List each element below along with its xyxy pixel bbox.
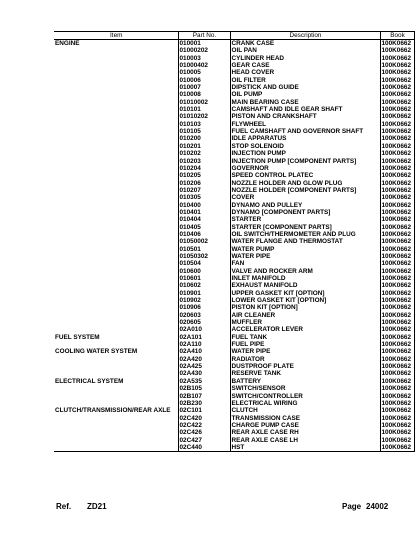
book-cell: 100K0662 (380, 69, 414, 76)
item-cell (54, 393, 178, 400)
book-cell: 100K0662 (380, 165, 414, 172)
table-row (54, 113, 414, 120)
item-cell (54, 253, 178, 260)
description-cell: TRANSMISSION CASE (230, 415, 380, 422)
description-cell: CLUTCH (230, 407, 380, 414)
item-cell (54, 180, 178, 187)
table-row (54, 444, 414, 452)
book-cell: 100K0662 (380, 319, 414, 326)
item-cell: ELECTRICAL SYSTEM (54, 378, 178, 385)
description-cell: BATTERY (230, 378, 380, 385)
description-cell: AIR CLEANER (230, 312, 380, 319)
item-cell (54, 194, 178, 201)
description-cell: ELECTRICAL WIRING (230, 400, 380, 407)
part-no-cell: 010003 (178, 55, 230, 62)
part-no-cell: 010305 (178, 194, 230, 201)
part-no-cell: 01010002 (178, 99, 230, 106)
item-cell (54, 172, 178, 179)
description-cell: OIL PAN (230, 47, 380, 54)
table-row (54, 370, 414, 377)
description-cell: FLYWHEEL (230, 121, 380, 128)
table-row (54, 194, 414, 201)
description-cell: PISTON AND CRANKSHAFT (230, 113, 380, 120)
table-row (54, 84, 414, 91)
description-cell: NOZZLE HOLDER [COMPONENT PARTS] (230, 187, 380, 194)
table-row (54, 55, 414, 62)
item-cell (54, 99, 178, 106)
book-cell: 100K0662 (380, 444, 414, 452)
book-cell: 100K0662 (380, 121, 414, 128)
part-no-cell: 01000402 (178, 62, 230, 69)
item-cell (54, 370, 178, 377)
part-no-cell: 010202 (178, 150, 230, 157)
item-cell (54, 400, 178, 407)
book-cell: 100K0662 (380, 393, 414, 400)
table-row (54, 224, 414, 231)
book-cell: 100K0662 (380, 62, 414, 69)
description-cell: REAR AXLE CASE RH (230, 429, 380, 436)
table-row (54, 158, 414, 165)
item-cell (54, 282, 178, 289)
part-no-cell: 010203 (178, 158, 230, 165)
book-cell: 100K0662 (380, 158, 414, 165)
item-cell (54, 422, 178, 429)
book-cell: 100K0662 (380, 268, 414, 275)
item-cell (54, 113, 178, 120)
item-cell (54, 326, 178, 333)
table-row (54, 91, 414, 98)
table-row (54, 69, 414, 76)
part-no-cell: 010601 (178, 275, 230, 282)
description-cell: FUEL TANK (230, 334, 380, 341)
book-cell: 100K0662 (380, 334, 414, 341)
item-cell (54, 62, 178, 69)
book-cell: 100K0662 (380, 113, 414, 120)
table-row (54, 47, 414, 54)
table-row (54, 121, 414, 128)
page-label: Page (342, 502, 362, 511)
description-cell: PISTON KIT [OPTION] (230, 304, 380, 311)
book-cell: 100K0662 (380, 385, 414, 392)
part-no-cell: 010207 (178, 187, 230, 194)
part-no-cell: 02C422 (178, 422, 230, 429)
book-cell: 100K0662 (380, 260, 414, 267)
table-row (54, 268, 414, 275)
part-no-cell: 02B107 (178, 393, 230, 400)
item-cell: COOLING WATER SYSTEM (54, 348, 178, 355)
parts-index-table (54, 31, 415, 452)
description-cell: RADIATOR (230, 356, 380, 363)
book-cell: 100K0662 (380, 297, 414, 304)
book-cell: 100K0662 (380, 180, 414, 187)
item-cell (54, 231, 178, 238)
table-row (54, 40, 414, 48)
table-row (54, 246, 414, 253)
book-cell: 100K0662 (380, 290, 414, 297)
ref-code: ZD21 (87, 502, 107, 511)
table-row (54, 348, 414, 355)
item-cell (54, 363, 178, 370)
table-body (54, 40, 414, 452)
item-cell (54, 312, 178, 319)
table-row (54, 334, 414, 341)
book-cell: 100K0662 (380, 135, 414, 142)
book-cell: 100K0662 (380, 326, 414, 333)
item-cell (54, 69, 178, 76)
description-cell: DYNAMO [COMPONENT PARTS] (230, 209, 380, 216)
item-cell (54, 77, 178, 84)
table-row (54, 209, 414, 216)
table-row (54, 393, 414, 400)
header-item: Item (54, 32, 178, 40)
book-cell: 100K0662 (380, 55, 414, 62)
table-row (54, 290, 414, 297)
item-cell (54, 106, 178, 113)
description-cell: MAIN BEARING CASE (230, 99, 380, 106)
description-cell: CAMSHAFT AND IDLE GEAR SHAFT (230, 106, 380, 113)
part-no-cell: 010204 (178, 165, 230, 172)
item-cell (54, 356, 178, 363)
book-cell: 100K0662 (380, 128, 414, 135)
table-row (54, 202, 414, 209)
part-no-cell: 010400 (178, 202, 230, 209)
parts-index-sheet (54, 31, 415, 452)
book-cell: 100K0662 (380, 407, 414, 414)
part-no-cell: 010008 (178, 91, 230, 98)
item-cell (54, 47, 178, 54)
description-cell: STOP SOLENOID (230, 143, 380, 150)
table-row (54, 385, 414, 392)
part-no-cell: 010901 (178, 290, 230, 297)
part-no-cell: 02C101 (178, 407, 230, 414)
table-row (54, 304, 414, 311)
book-cell: 100K0662 (380, 202, 414, 209)
table-row (54, 99, 414, 106)
description-cell: ACCELERATOR LEVER (230, 326, 380, 333)
part-no-cell: 01010202 (178, 113, 230, 120)
description-cell: NOZZLE HOLDER AND GLOW PLUG (230, 180, 380, 187)
book-cell: 100K0662 (380, 150, 414, 157)
description-cell: WATER PUMP (230, 246, 380, 253)
part-no-cell: 010404 (178, 216, 230, 223)
description-cell: WATER PIPE (230, 253, 380, 260)
book-cell: 100K0662 (380, 187, 414, 194)
table-row (54, 150, 414, 157)
item-cell (54, 216, 178, 223)
part-no-cell: 02C427 (178, 437, 230, 444)
part-no-cell: 010001 (178, 40, 230, 48)
table-row (54, 407, 414, 414)
item-cell (54, 385, 178, 392)
item-cell (54, 224, 178, 231)
part-no-cell: 010401 (178, 209, 230, 216)
book-cell: 100K0662 (380, 194, 414, 201)
table-row (54, 297, 414, 304)
book-cell: 100K0662 (380, 172, 414, 179)
table-row (54, 231, 414, 238)
description-cell: WATER PIPE (230, 348, 380, 355)
item-cell (54, 268, 178, 275)
table-row (54, 216, 414, 223)
book-cell: 100K0662 (380, 209, 414, 216)
table-row (54, 429, 414, 436)
description-cell: STARTER (230, 216, 380, 223)
table-row (54, 180, 414, 187)
item-cell (54, 202, 178, 209)
item-cell (54, 275, 178, 282)
table-row (54, 282, 414, 289)
book-cell: 100K0662 (380, 312, 414, 319)
table-row (54, 253, 414, 260)
description-cell: MUFFLER (230, 319, 380, 326)
part-no-cell: 010205 (178, 172, 230, 179)
table-row (54, 275, 414, 282)
item-cell (54, 304, 178, 311)
description-cell: RESERVE TANK (230, 370, 380, 377)
book-cell: 100K0662 (380, 84, 414, 91)
part-no-cell: 010201 (178, 143, 230, 150)
ref-label: Ref. (56, 502, 72, 511)
item-cell (54, 444, 178, 452)
table-row (54, 77, 414, 84)
description-cell: OIL PUMP (230, 91, 380, 98)
table-row (54, 319, 414, 326)
part-no-cell: 010600 (178, 268, 230, 275)
table-row (54, 341, 414, 348)
part-no-cell: 02C440 (178, 444, 230, 452)
item-cell (54, 165, 178, 172)
table-row (54, 187, 414, 194)
description-cell: VALVE AND ROCKER ARM (230, 268, 380, 275)
table-row (54, 363, 414, 370)
description-cell: GOVERNOR (230, 165, 380, 172)
book-cell: 100K0662 (380, 341, 414, 348)
part-no-cell: 020603 (178, 312, 230, 319)
book-cell: 100K0662 (380, 348, 414, 355)
header-book: Book (380, 32, 414, 40)
table-row (54, 356, 414, 363)
part-no-cell: 02A410 (178, 348, 230, 355)
part-no-cell: 02A110 (178, 341, 230, 348)
book-cell: 100K0662 (380, 363, 414, 370)
book-cell: 100K0662 (380, 422, 414, 429)
page-footer (56, 502, 416, 514)
part-no-cell: 010504 (178, 260, 230, 267)
part-no-cell: 010005 (178, 69, 230, 76)
part-no-cell: 01000202 (178, 47, 230, 54)
item-cell: CLUTCH/TRANSMISSION/REAR AXLE (54, 407, 178, 414)
item-cell (54, 260, 178, 267)
table-row (54, 143, 414, 150)
table-row (54, 172, 414, 179)
description-cell: SWITCH/CONTROLLER (230, 393, 380, 400)
item-cell (54, 143, 178, 150)
part-no-cell: 02C426 (178, 429, 230, 436)
description-cell: WATER FLANGE AND THERMOSTAT (230, 238, 380, 245)
description-cell: EXHAUST MANIFOLD (230, 282, 380, 289)
table-row (54, 400, 414, 407)
header-part-no: Part No. (178, 32, 230, 40)
book-cell: 100K0662 (380, 437, 414, 444)
item-cell (54, 128, 178, 135)
part-no-cell: 02A425 (178, 363, 230, 370)
book-cell: 100K0662 (380, 304, 414, 311)
item-cell (54, 297, 178, 304)
part-no-cell: 010200 (178, 135, 230, 142)
table-row (54, 437, 414, 444)
description-cell: OIL SWITCH/THERMOMETER AND PLUG (230, 231, 380, 238)
book-cell: 100K0662 (380, 415, 414, 422)
part-no-cell: 02A430 (178, 370, 230, 377)
item-cell (54, 135, 178, 142)
part-no-cell: 01050002 (178, 238, 230, 245)
book-cell: 100K0662 (380, 253, 414, 260)
item-cell: FUEL SYSTEM (54, 334, 178, 341)
part-no-cell: 02C420 (178, 415, 230, 422)
part-no-cell: 020605 (178, 319, 230, 326)
item-cell (54, 429, 178, 436)
description-cell: GEAR CASE (230, 62, 380, 69)
description-cell: STARTER [COMPONENT PARTS] (230, 224, 380, 231)
book-cell: 100K0662 (380, 91, 414, 98)
table-row (54, 312, 414, 319)
description-cell: IDLE APPARATUS (230, 135, 380, 142)
description-cell: DYNAMO AND PULLEY (230, 202, 380, 209)
book-cell: 100K0662 (380, 246, 414, 253)
item-cell (54, 158, 178, 165)
table-row (54, 260, 414, 267)
description-cell: DIPSTICK AND GUIDE (230, 84, 380, 91)
description-cell: SPEED CONTROL PLATEC (230, 172, 380, 179)
page-number: 24002 (366, 502, 389, 511)
description-cell: INJECTION PUMP (230, 150, 380, 157)
table-header-row (54, 32, 414, 40)
item-cell (54, 84, 178, 91)
table-row (54, 422, 414, 429)
description-cell: FUEL CAMSHAFT AND GOVERNOR SHAFT (230, 128, 380, 135)
description-cell: SWITCH/SENSOR (230, 385, 380, 392)
description-cell: INJECTION PUMP [COMPONENT PARTS] (230, 158, 380, 165)
item-cell (54, 246, 178, 253)
item-cell (54, 187, 178, 194)
description-cell: REAR AXLE CASE LH (230, 437, 380, 444)
part-no-cell: 010405 (178, 224, 230, 231)
table-row (54, 165, 414, 172)
part-no-cell: 010007 (178, 84, 230, 91)
item-cell (54, 319, 178, 326)
item-cell (54, 290, 178, 297)
part-no-cell: 010105 (178, 128, 230, 135)
description-cell: HST (230, 444, 380, 452)
item-cell (54, 150, 178, 157)
book-cell: 100K0662 (380, 224, 414, 231)
table-row (54, 128, 414, 135)
book-cell: 100K0662 (380, 238, 414, 245)
item-cell (54, 415, 178, 422)
description-cell: HEAD COVER (230, 69, 380, 76)
book-cell: 100K0662 (380, 429, 414, 436)
item-cell (54, 437, 178, 444)
table-row (54, 135, 414, 142)
part-no-cell: 02A420 (178, 356, 230, 363)
part-no-cell: 010902 (178, 297, 230, 304)
item-cell (54, 209, 178, 216)
book-cell: 100K0662 (380, 378, 414, 385)
book-cell: 100K0662 (380, 77, 414, 84)
book-cell: 100K0662 (380, 143, 414, 150)
book-cell: 100K0662 (380, 99, 414, 106)
item-cell: ENGINE (54, 40, 178, 48)
part-no-cell: 010206 (178, 180, 230, 187)
header-description: Description (230, 32, 380, 40)
table-row (54, 326, 414, 333)
part-no-cell: 01050302 (178, 253, 230, 260)
book-cell: 100K0662 (380, 47, 414, 54)
part-no-cell: 02B105 (178, 385, 230, 392)
book-cell: 100K0662 (380, 275, 414, 282)
table-row (54, 62, 414, 69)
description-cell: CYLINDER HEAD (230, 55, 380, 62)
book-cell: 100K0662 (380, 40, 414, 48)
book-cell: 100K0662 (380, 282, 414, 289)
part-no-cell: 010906 (178, 304, 230, 311)
description-cell: OIL FILTER (230, 77, 380, 84)
book-cell: 100K0662 (380, 370, 414, 377)
part-no-cell: 02B230 (178, 400, 230, 407)
description-cell: FUEL PIPE (230, 341, 380, 348)
book-cell: 100K0662 (380, 400, 414, 407)
item-cell (54, 121, 178, 128)
description-cell: DUSTPROOF PLATE (230, 363, 380, 370)
part-no-cell: 02A010 (178, 326, 230, 333)
description-cell: UPPER GASKET KIT [OPTION] (230, 290, 380, 297)
description-cell: INLET MANIFOLD (230, 275, 380, 282)
table-row (54, 415, 414, 422)
book-cell: 100K0662 (380, 356, 414, 363)
book-cell: 100K0662 (380, 106, 414, 113)
part-no-cell: 02A101 (178, 334, 230, 341)
description-cell: COVER (230, 194, 380, 201)
part-no-cell: 02A535 (178, 378, 230, 385)
part-no-cell: 010501 (178, 246, 230, 253)
book-cell: 100K0662 (380, 231, 414, 238)
table-row (54, 238, 414, 245)
part-no-cell: 010101 (178, 106, 230, 113)
item-cell (54, 341, 178, 348)
description-cell: CRANK CASE (230, 40, 380, 48)
table-row (54, 378, 414, 385)
part-no-cell: 010602 (178, 282, 230, 289)
description-cell: LOWER GASKET KIT [OPTION] (230, 297, 380, 304)
part-no-cell: 010006 (178, 77, 230, 84)
item-cell (54, 238, 178, 245)
item-cell (54, 55, 178, 62)
description-cell: FAN (230, 260, 380, 267)
item-cell (54, 91, 178, 98)
description-cell: CHARGE PUMP CASE (230, 422, 380, 429)
book-cell: 100K0662 (380, 216, 414, 223)
part-no-cell: 010103 (178, 121, 230, 128)
part-no-cell: 010406 (178, 231, 230, 238)
table-row (54, 106, 414, 113)
